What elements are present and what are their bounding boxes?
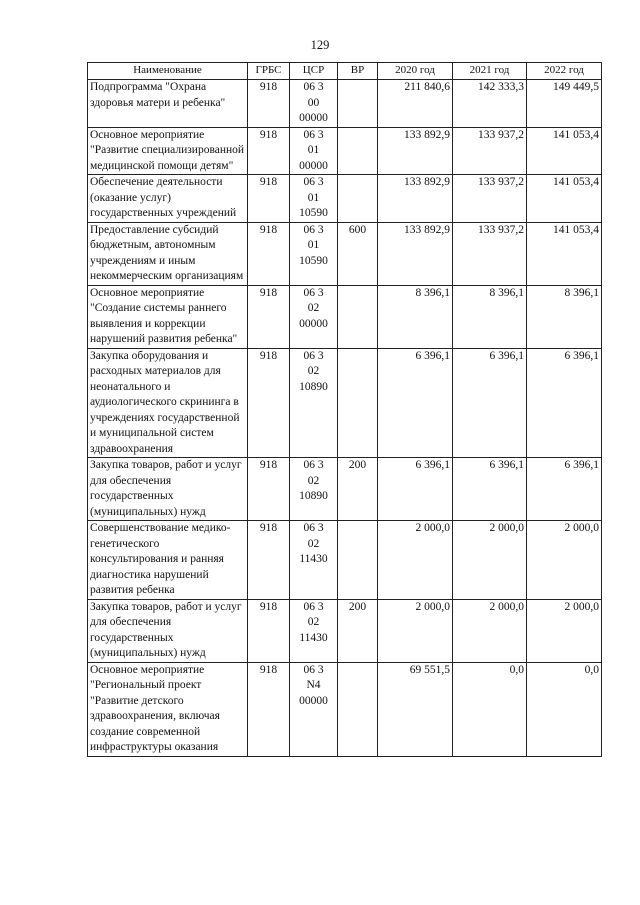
table-row	[88, 175, 602, 223]
row-name-cell: Закупка оборудования и расходных материалов для неонатального и аудиологического скрининга в учреждениях государственной и муниципальной систем здравоохранения	[88, 348, 248, 458]
row-vr-cell: 200	[338, 599, 378, 662]
row-2021-cell: 8 396,1	[453, 285, 527, 348]
table-row	[88, 222, 602, 285]
row-csr-cell	[290, 458, 338, 521]
table-row	[88, 599, 602, 662]
row-2021-cell: 6 396,1	[453, 458, 527, 521]
csr-code-part: 11430	[299, 553, 328, 565]
csr-code-part: 11430	[299, 631, 328, 644]
row-vr-cell: 200	[338, 458, 378, 521]
row-2022-cell: 0,0	[527, 662, 602, 756]
csr-code-part: 06 3	[303, 522, 324, 534]
table-row	[88, 458, 602, 521]
csr-code-part: 01	[307, 239, 320, 251]
table-header-row	[88, 63, 602, 80]
row-2020-cell: 211 840,6	[378, 80, 453, 128]
row-csr-cell	[290, 285, 338, 348]
row-2022-cell: 6 396,1	[527, 348, 602, 458]
row-csr-cell	[290, 175, 338, 223]
row-name-cell: Основное мероприятие "Региональный проект "Развитие детского здравоохранения, включая создание современной инфраструктуры оказания	[88, 662, 248, 756]
row-vr-cell	[338, 285, 378, 348]
header-name: Наименование	[88, 63, 248, 80]
csr-code-part: 06 3	[303, 663, 324, 676]
csr-code-part: 00000	[299, 317, 328, 330]
csr-code-part: 02	[307, 302, 320, 314]
csr-code-part: 00000	[299, 694, 328, 707]
csr-code-part: 02	[307, 474, 320, 487]
csr-code-part: 06 3	[303, 176, 324, 188]
row-2021-cell: 6 396,1	[453, 348, 527, 458]
row-csr-cell	[290, 521, 338, 600]
row-grbs-cell: 918	[248, 222, 290, 285]
row-grbs-cell: 918	[248, 521, 290, 600]
csr-code-part: 10590	[299, 207, 328, 219]
budget-table	[87, 62, 602, 757]
csr-code-part: 06 3	[303, 223, 324, 236]
row-grbs-cell: 918	[248, 348, 290, 458]
csr-code-part: 02	[307, 616, 320, 628]
row-name-cell: Предоставление субсидий бюджетным, автономным учреждениям и иным некоммерческим организациям	[88, 222, 248, 285]
row-vr-cell	[338, 348, 378, 458]
row-name-cell: Основное мероприятие "Создание системы раннего выявления и коррекции нарушений развития ребенка"	[88, 285, 248, 348]
row-2022-cell: 6 396,1	[527, 458, 602, 521]
row-2022-cell: 2 000,0	[527, 599, 602, 662]
row-csr-cell	[290, 222, 338, 285]
table-row	[88, 127, 602, 175]
row-2022-cell: 149 449,5	[527, 80, 602, 128]
row-2020-cell: 2 000,0	[378, 521, 453, 600]
table-row	[88, 80, 602, 128]
table-row	[88, 662, 602, 756]
header-2022: 2022 год	[527, 63, 602, 80]
row-grbs-cell: 918	[248, 599, 290, 662]
csr-code-part: 06 3	[303, 459, 324, 471]
table-row	[88, 348, 602, 458]
row-2020-cell: 69 551,5	[378, 662, 453, 756]
row-csr-cell	[290, 80, 338, 128]
row-grbs-cell: 918	[248, 127, 290, 175]
csr-code-part: 06 3	[303, 81, 324, 93]
row-2020-cell: 133 892,9	[378, 222, 453, 285]
row-2021-cell: 133 937,2	[453, 222, 527, 285]
row-name-cell: Основное мероприятие "Развитие специализированной медицинской помощи детям"	[88, 127, 248, 175]
row-grbs-cell: 918	[248, 80, 290, 128]
header-vr: ВР	[338, 63, 378, 80]
csr-code-part: 06 3	[303, 349, 324, 362]
row-name-cell: Обеспечение деятельности (оказание услуг) государственных учреждений	[88, 175, 248, 223]
row-2020-cell: 133 892,9	[378, 127, 453, 175]
csr-code-part: 06 3	[303, 600, 324, 613]
row-grbs-cell: 918	[248, 458, 290, 521]
row-vr-cell	[338, 662, 378, 756]
row-2022-cell: 141 053,4	[527, 175, 602, 223]
row-csr-cell	[290, 348, 338, 458]
header-2020: 2020 год	[378, 63, 453, 80]
row-name-cell: Совершенствование медико-генетического консультирования и ранняя диагностика нарушений развития ребенка	[88, 521, 248, 600]
row-name-cell: Подпрограмма "Охрана здоровья матери и ребенка"	[88, 80, 248, 128]
csr-code-part: 01	[307, 144, 320, 156]
row-vr-cell: 600	[338, 222, 378, 285]
csr-code-part: 06 3	[303, 286, 324, 299]
csr-code-part: 00	[307, 96, 320, 109]
page-number: 129	[310, 38, 330, 52]
csr-code-part: 10590	[299, 254, 328, 267]
row-2021-cell: 133 937,2	[453, 175, 527, 223]
row-csr-cell	[290, 599, 338, 662]
row-csr-cell	[290, 662, 338, 756]
row-grbs-cell: 918	[248, 285, 290, 348]
row-csr-cell	[290, 127, 338, 175]
header-grbs: ГРБС	[248, 63, 290, 80]
row-vr-cell	[338, 175, 378, 223]
row-2020-cell: 6 396,1	[378, 458, 453, 521]
row-2022-cell: 2 000,0	[527, 521, 602, 600]
row-2021-cell: 2 000,0	[453, 521, 527, 600]
row-2021-cell: 133 937,2	[453, 127, 527, 175]
csr-code-part: N4	[306, 679, 321, 691]
row-2020-cell: 6 396,1	[378, 348, 453, 458]
csr-code-part: 00000	[299, 159, 328, 172]
csr-code-part: 01	[307, 191, 320, 204]
csr-code-part: 06 3	[303, 128, 324, 141]
row-2022-cell: 141 053,4	[527, 222, 602, 285]
row-2021-cell: 0,0	[453, 662, 527, 756]
row-2021-cell: 2 000,0	[453, 599, 527, 662]
row-grbs-cell: 918	[248, 175, 290, 223]
csr-code-part: 00000	[299, 112, 328, 124]
row-2022-cell: 141 053,4	[527, 127, 602, 175]
row-grbs-cell: 918	[248, 662, 290, 756]
table-row	[88, 521, 602, 600]
row-name-cell: Закупка товаров, работ и услуг для обеспечения государственных (муниципальных) нужд	[88, 458, 248, 521]
csr-code-part: 10890	[299, 380, 328, 393]
csr-code-part: 10890	[299, 490, 328, 502]
table-body	[88, 80, 602, 757]
row-vr-cell	[338, 127, 378, 175]
row-name-cell: Закупка товаров, работ и услуг для обеспечения государственных (муниципальных) нужд	[88, 599, 248, 662]
table-row	[88, 285, 602, 348]
row-2020-cell: 8 396,1	[378, 285, 453, 348]
header-csr: ЦСР	[290, 63, 338, 80]
row-vr-cell	[338, 80, 378, 128]
csr-code-part: 02	[307, 365, 320, 377]
row-2020-cell: 2 000,0	[378, 599, 453, 662]
row-2021-cell: 142 333,3	[453, 80, 527, 128]
header-2021: 2021 год	[453, 63, 527, 80]
row-2022-cell: 8 396,1	[527, 285, 602, 348]
csr-code-part: 02	[307, 537, 320, 550]
row-vr-cell	[338, 521, 378, 600]
row-2020-cell: 133 892,9	[378, 175, 453, 223]
